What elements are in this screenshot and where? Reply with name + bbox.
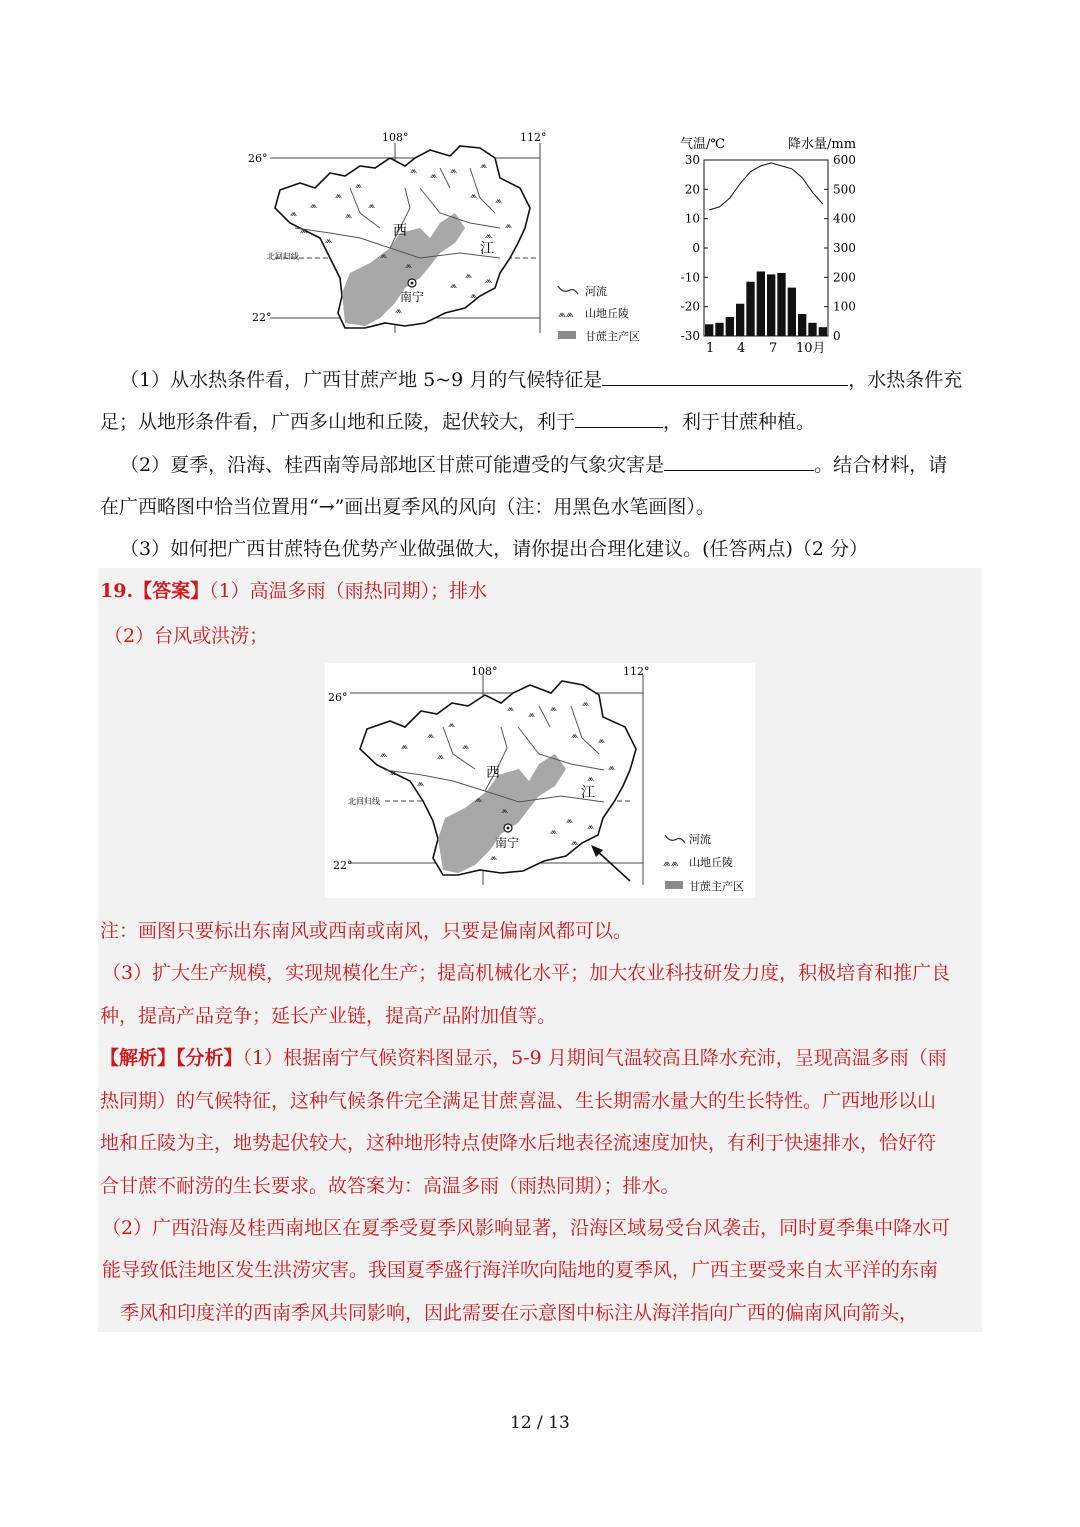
precipitation-bar: [788, 288, 796, 336]
svg-text:⩕: ⩕: [462, 742, 470, 752]
q1-text-b: ，水热条件充: [848, 369, 963, 391]
y-left-tick-label: -10: [680, 270, 700, 285]
analysis-1-text: （1）根据南宁气候资料图显示，5-9 月期间气温较高且降水充沛，呈现高温多雨（雨: [242, 1047, 947, 1069]
precipitation-bar: [715, 323, 723, 336]
svg-text:⩕: ⩕: [490, 853, 498, 863]
lat-label-26: 26°: [248, 152, 268, 165]
lat-label-26: 26°: [328, 691, 348, 704]
svg-text:⩕: ⩕: [566, 816, 574, 826]
chart-ylabel-left: 气温/℃: [680, 137, 725, 152]
svg-text:⩕: ⩕: [608, 763, 616, 773]
svg-text:⩕: ⩕: [410, 166, 418, 176]
river-label-jiang: 江: [480, 241, 494, 257]
climate-chart: [672, 130, 872, 355]
svg-text:⩕: ⩕: [430, 171, 438, 181]
q1-blank-2[interactable]: [575, 407, 663, 428]
svg-text:⩕: ⩕: [335, 191, 343, 201]
summer-monsoon-arrow: [595, 849, 630, 881]
question-2-line-1: [120, 450, 947, 479]
legend-label-mountain: 山地丘陵: [689, 856, 733, 869]
question-2-line-2: 在广西略图中恰当位置用“→”画出夏季风的风向（注：用黑色水笔画图）。: [100, 496, 715, 518]
precipitation-bar: [705, 324, 713, 336]
svg-text:⩕: ⩕: [450, 166, 458, 176]
svg-text:⩕: ⩕: [485, 276, 493, 286]
precipitation-bar: [767, 274, 775, 336]
page-number: 12 / 13: [510, 1413, 570, 1433]
q2-blank[interactable]: [664, 450, 814, 471]
svg-text:⩕: ⩕: [485, 231, 493, 241]
question-3: （3）如何把广西甘蔗特色优势产业做强做大，请你提出合理化建议。(任答两点)（2 分）: [120, 538, 869, 560]
guangxi-map-top: [240, 128, 640, 348]
y-right-tick-label: 200: [833, 270, 856, 285]
y-right-tick-label: 0: [833, 329, 841, 343]
analysis-2-line-3: 季风和印度洋的西南季风共同影响，因此需要在示意图中标注从海洋指向广西的偏南风向箭头，: [120, 1302, 919, 1324]
precipitation-bar: [726, 317, 734, 336]
analysis-2-line-1: （2）广西沿海及桂西南地区在夏季受夏季风影响显著，沿海区域易受台风袭击，同时夏季集中降水可: [102, 1217, 951, 1239]
y-right-tick-label: 300: [833, 241, 856, 255]
y-right-tick-label: 100: [833, 299, 856, 314]
svg-text:⩕: ⩕: [587, 774, 595, 784]
y-left-tick-label: 30: [684, 153, 700, 167]
precipitation-bar: [736, 304, 744, 336]
precipitation-bar: [808, 323, 816, 336]
lon-label-112: 112°: [623, 665, 650, 678]
legend-label-river: 河流: [585, 285, 607, 298]
precipitation-bar: [819, 327, 827, 336]
svg-text:⩕: ⩕: [550, 704, 558, 714]
svg-text:⩕: ⩕: [582, 699, 590, 709]
svg-text:⩕: ⩕: [475, 795, 483, 805]
svg-text:⩕: ⩕: [571, 731, 579, 741]
analysis-1-line-4: 合甘蔗不耐涝的生长要求。故答案为：高温多雨（雨热同期）；排水。: [100, 1175, 680, 1197]
lon-label-108: 108°: [382, 131, 409, 144]
answer-3-line-2: 种，提高产品竞争；延长产业链，提高产品附加值等。: [100, 1005, 557, 1027]
analysis-2-line-2: 能导致低洼地区发生洪涝灾害。我国夏季盛行海洋吹向陆地的夏季风，广西主要受来自太平洋的东南: [102, 1259, 939, 1281]
svg-text:⩕: ⩕: [587, 822, 595, 832]
chart-ylabel-right: 降水量/mm: [788, 137, 857, 152]
q1-text-a: （1）从水热条件看，广西甘蔗产地 5~9 月的气候特征是: [120, 369, 603, 391]
analysis-1-line-1: [100, 1044, 947, 1072]
y-left-tick-label: 20: [684, 182, 700, 197]
svg-text:⩕: ⩕: [528, 710, 536, 720]
y-right-tick-label: 400: [833, 211, 856, 226]
svg-text:⩕: ⩕: [405, 261, 413, 271]
svg-text:⩕: ⩕: [380, 251, 388, 261]
question-number: 19.: [100, 580, 134, 602]
svg-text:⩕: ⩕: [380, 750, 388, 760]
svg-text:⩕: ⩕: [598, 736, 606, 746]
river-label-jiang: 江: [581, 785, 595, 801]
analysis-1-line-2: 热同期）的气候特征，这种气候条件完全满足甘蔗喜温、生长期需水量大的生长特性。广西地形以山: [100, 1090, 937, 1112]
answer-1: （1）高温多雨（雨热同期）；排水: [209, 580, 488, 602]
x-tick-7: 7: [769, 341, 778, 355]
tropic-label: 北回归线: [267, 252, 299, 261]
precipitation-bar: [777, 273, 785, 336]
answer-2: （2）台风或洪涝；: [104, 625, 269, 647]
svg-text:⩕: ⩕: [470, 191, 478, 201]
river-label-xi: 西: [486, 765, 500, 781]
legend-label-sugarcane: 甘蔗主产区: [585, 330, 640, 343]
svg-text:⩕: ⩕: [480, 161, 488, 171]
q1-blank-1[interactable]: [602, 365, 848, 386]
y-right-tick-label: 600: [833, 153, 856, 167]
question-1-line-2: [100, 407, 815, 436]
lon-label-108: 108°: [471, 665, 498, 678]
analysis-tag: 【解析】【分析】: [100, 1047, 243, 1069]
svg-text:⩕: ⩕: [390, 768, 398, 778]
answer-3-line-1: （3）扩大生产规模，实现规模化生产；提高机械化水平；加大农业科技研发力度，积极培育和推广良: [102, 962, 951, 984]
question-1-line-1: [120, 365, 962, 394]
lat-label-22: 22°: [252, 311, 272, 324]
city-label: 南宁: [495, 836, 520, 850]
svg-text:⩕: ⩕: [290, 209, 298, 219]
sugarcane-area-icon: [665, 881, 683, 889]
guangxi-map-answer: [325, 663, 755, 898]
y-right-tick-label: 500: [833, 182, 856, 197]
q1-text-c: 足；从地形条件看，广西多山地和丘陵，起伏较大，利于: [100, 411, 576, 433]
x-tick-1: 1: [706, 341, 715, 355]
y-left-tick-label: -20: [680, 299, 700, 314]
q2-text-b: 。结合材料，请: [814, 454, 948, 476]
river-icon: [558, 286, 578, 294]
svg-text:⩕: ⩕: [325, 236, 333, 246]
x-tick-10: 10月: [796, 341, 826, 355]
y-left-tick-label: -30: [680, 329, 700, 343]
svg-text:⩕: ⩕: [450, 281, 458, 291]
tropic-label: 北回归线: [348, 797, 380, 806]
analysis-1-line-3: 地和丘陵为主，地势起伏较大，这种地形特点使降水后地表径流速度加快，有利于快速排水，恰好符: [100, 1132, 937, 1154]
y-left-tick-label: 10: [684, 211, 700, 226]
svg-text:⩕: ⩕: [355, 181, 363, 191]
mountain-icon: ⩕⩕: [663, 858, 679, 869]
svg-text:⩕: ⩕: [465, 271, 473, 281]
answer-tag: 【答案】: [133, 580, 210, 602]
svg-text:⩕: ⩕: [300, 226, 308, 236]
legend-label-river: 河流: [689, 833, 711, 846]
svg-text:⩕: ⩕: [310, 201, 318, 211]
sugarcane-area-icon: [558, 331, 576, 339]
precipitation-bar: [757, 271, 765, 336]
legend-label-sugarcane: 甘蔗主产区: [689, 880, 744, 893]
svg-text:⩕: ⩕: [345, 211, 353, 221]
precipitation-bar: [798, 314, 806, 336]
precipitation-bar: [746, 282, 754, 336]
q1-text-d: ，利于甘蔗种植。: [663, 411, 816, 433]
svg-text:⩕: ⩕: [550, 827, 558, 837]
river-icon: [665, 835, 685, 843]
legend-label-mountain: 山地丘陵: [585, 307, 629, 320]
svg-text:⩕: ⩕: [401, 742, 409, 752]
answer-note: 注：画图只要标出东南风或西南或南风，只要是偏南风都可以。: [100, 920, 633, 942]
svg-text:⩕: ⩕: [368, 201, 376, 211]
svg-text:⩕: ⩕: [470, 291, 478, 301]
river-label-xi: 西: [393, 223, 407, 239]
answer-line-1: [100, 577, 487, 605]
svg-text:⩕: ⩕: [495, 196, 503, 206]
svg-text:⩕: ⩕: [417, 779, 425, 789]
svg-text:⩕: ⩕: [448, 720, 456, 730]
mountain-icon: ⩕⩕: [558, 309, 574, 320]
svg-text:⩕: ⩕: [507, 704, 515, 714]
x-tick-4: 4: [737, 341, 746, 355]
city-label: 南宁: [400, 290, 425, 304]
svg-text:⩕: ⩕: [505, 221, 513, 231]
temperature-line: [709, 163, 823, 210]
q2-text-a: （2）夏季，沿海、桂西南等局部地区甘蔗可能遭受的气象灾害是: [120, 454, 665, 476]
svg-text:⩕: ⩕: [437, 752, 445, 762]
y-left-tick-label: 0: [692, 241, 700, 255]
svg-text:⩕: ⩕: [395, 306, 403, 316]
svg-text:⩕: ⩕: [501, 806, 509, 816]
lat-label-22: 22°: [333, 859, 353, 872]
svg-text:⩕: ⩕: [571, 838, 579, 848]
svg-text:⩕: ⩕: [427, 731, 435, 741]
lon-label-112: 112°: [520, 131, 547, 144]
